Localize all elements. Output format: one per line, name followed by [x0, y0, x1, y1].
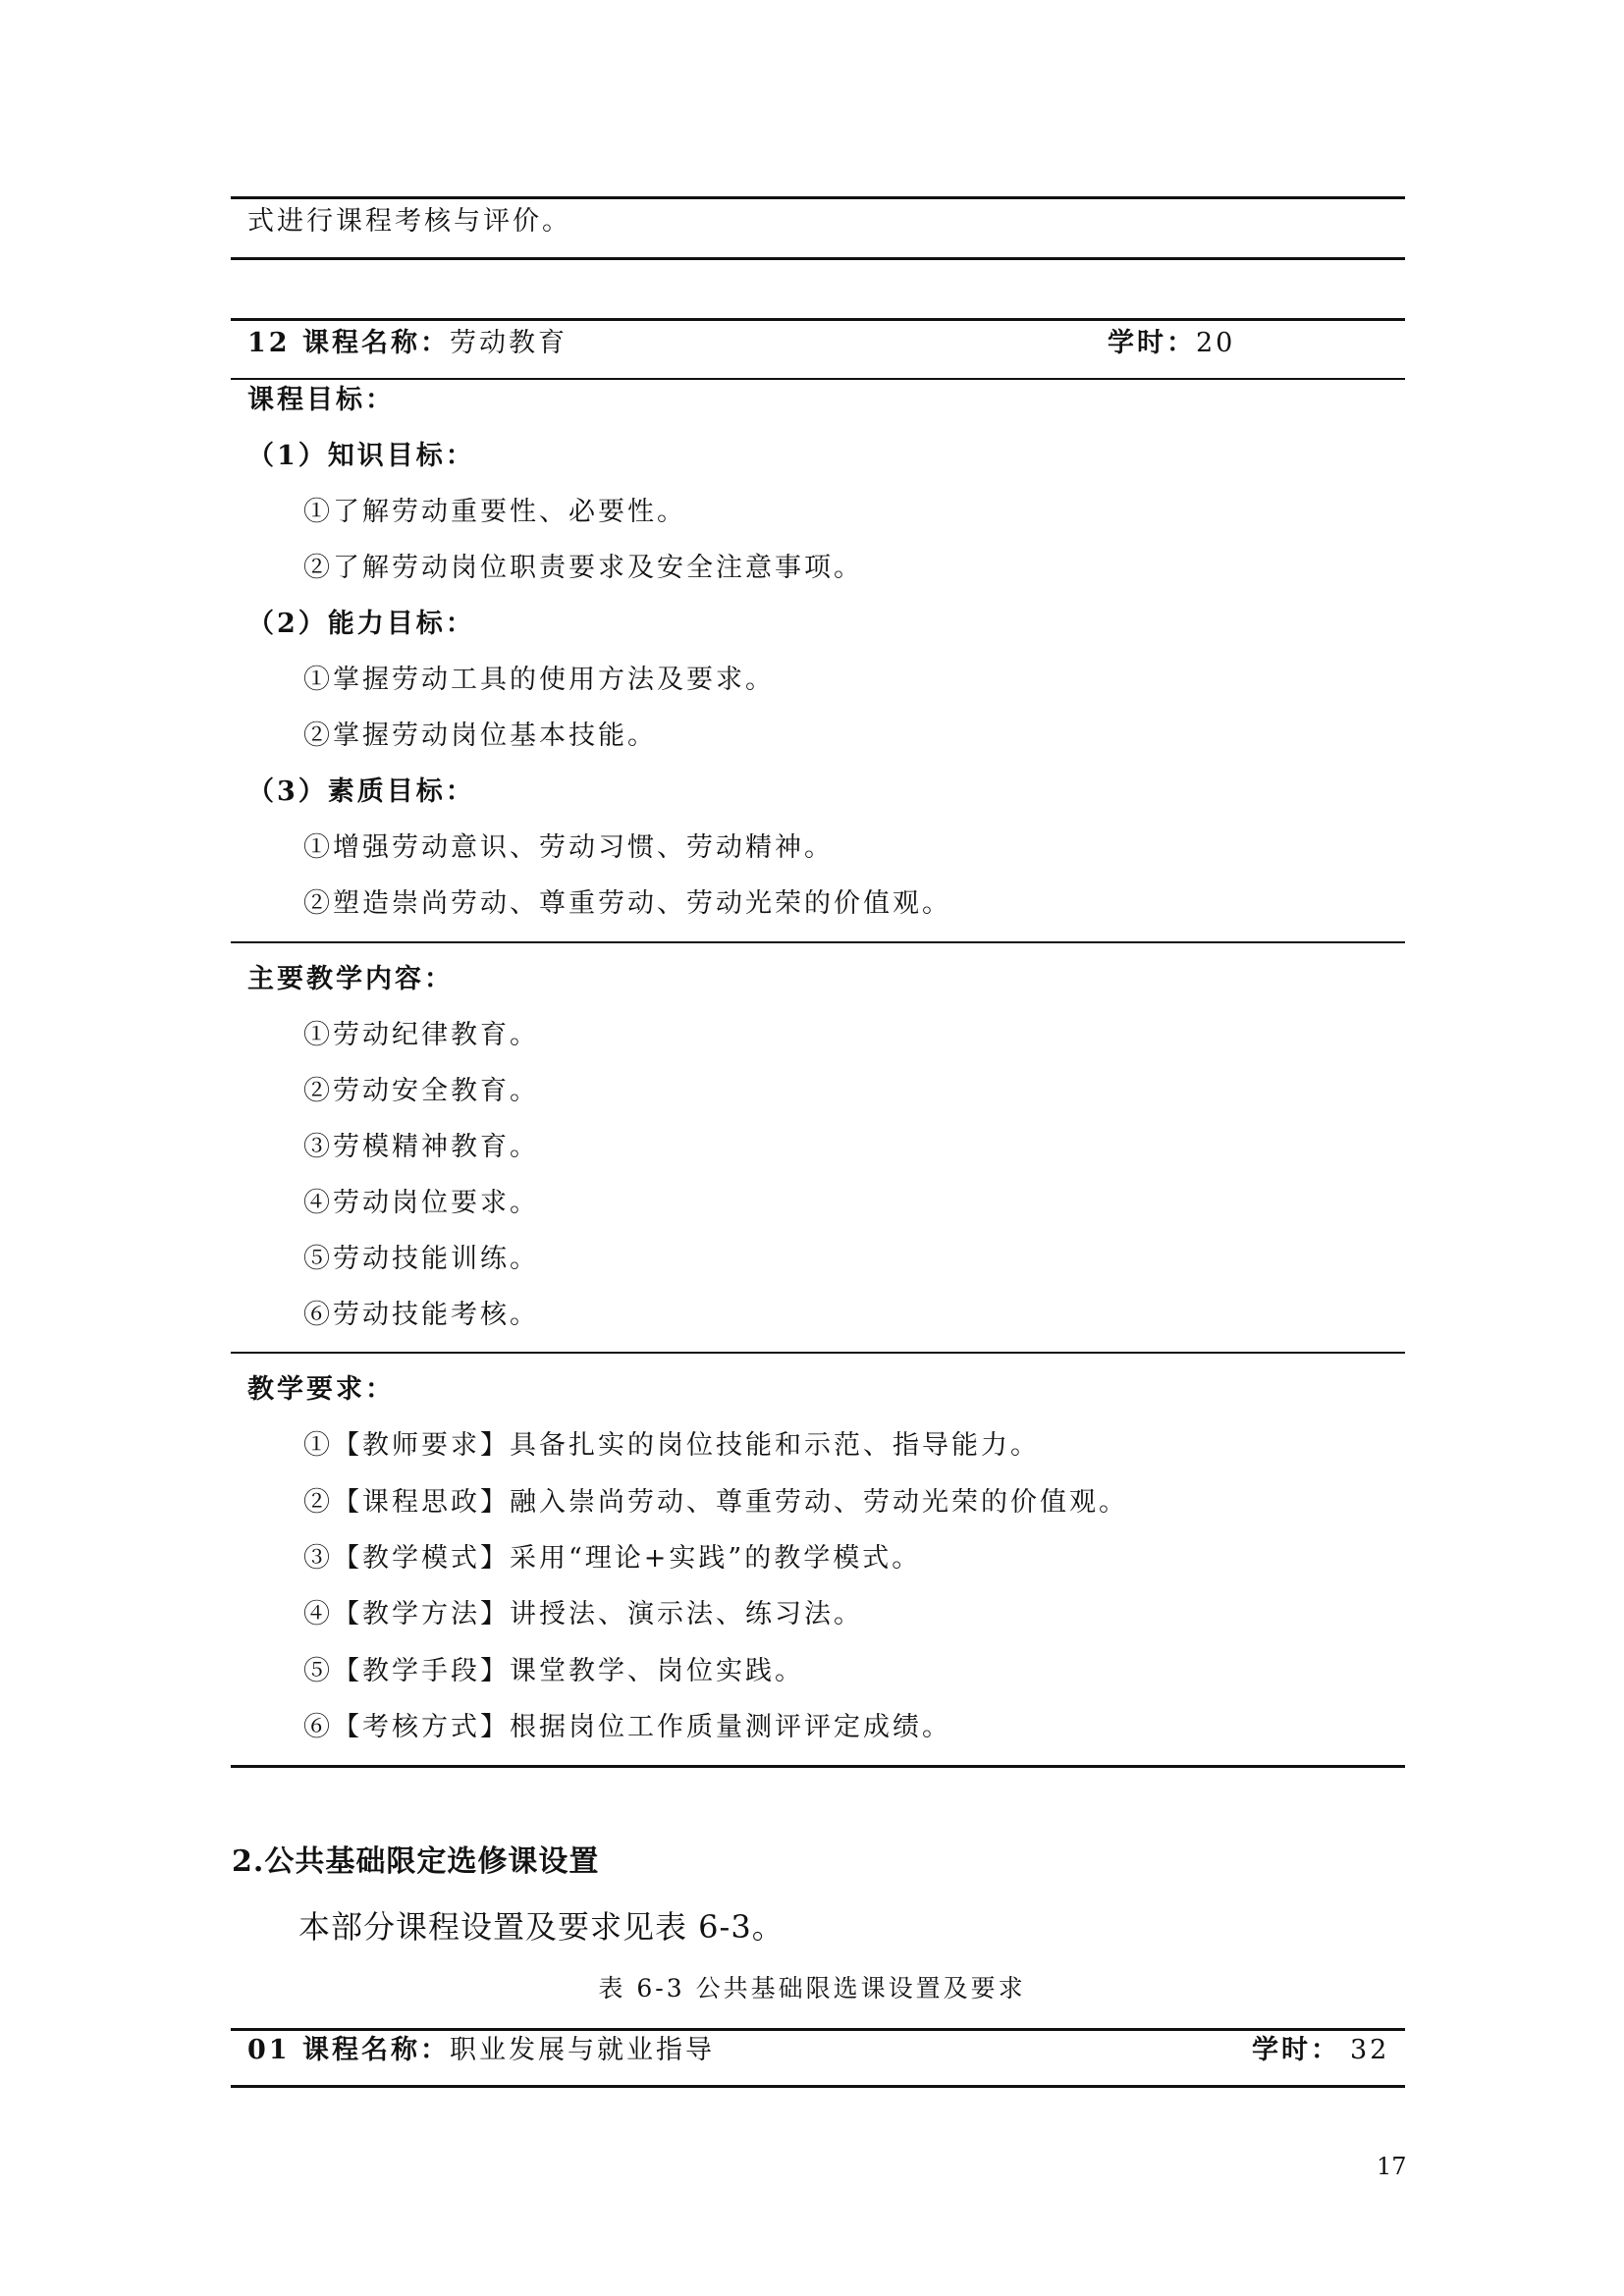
- goal-item: ①掌握劳动工具的使用方法及要求。: [303, 665, 775, 695]
- goal-item: ①增强劳动意识、劳动习惯、劳动精神。: [303, 832, 834, 863]
- content-title: 主要教学内容：: [247, 964, 454, 994]
- table-top-rule: [231, 196, 1405, 199]
- course12-title-row: [247, 325, 568, 362]
- hours-label: 学时：: [1108, 328, 1196, 358]
- requirement-item: ③【教学模式】采用“理论+实践”的教学模式。: [303, 1543, 922, 1574]
- prev-row-text: 式进行课程考核与评价。: [247, 206, 571, 237]
- course01-top-rule: [231, 2028, 1405, 2031]
- course01-title-row: [247, 2032, 715, 2069]
- goal-item: ②塑造崇尚劳动、尊重劳动、劳动光荣的价值观。: [303, 888, 951, 919]
- content-item: ⑥劳动技能考核。: [303, 1300, 539, 1330]
- section-heading: 2.公共基础限定选修课设置: [232, 1844, 600, 1879]
- table-bottom-rule: [231, 257, 1405, 260]
- requirement-item: ⑥【考核方式】根据岗位工作质量测评评定成绩。: [303, 1712, 951, 1742]
- course01-bottom-rule: [231, 2085, 1405, 2088]
- requirement-item: ①【教师要求】具备扎实的岗位技能和示范、指导能力。: [303, 1430, 1040, 1461]
- course-name-value: 劳动教育: [449, 328, 568, 358]
- course12-header-rule: [231, 378, 1405, 380]
- content-bottom-rule: [231, 1352, 1405, 1354]
- goal-heading: （1）知识目标：: [247, 441, 475, 471]
- content-item: ②劳动安全教育。: [303, 1076, 539, 1106]
- table-caption: 表 6-3 公共基础限选课设置及要求: [598, 1974, 1026, 2002]
- content-item: ①劳动纪律教育。: [303, 1020, 539, 1050]
- goals-bottom-rule: [231, 941, 1405, 943]
- goals-title: 课程目标：: [247, 385, 395, 415]
- hours-value: 20: [1196, 328, 1236, 358]
- course12-bottom-rule: [231, 1765, 1405, 1768]
- course-name-label: 12 课程名称：: [247, 328, 450, 358]
- requirements-title: 教学要求：: [247, 1374, 395, 1405]
- goal-heading: （3）素质目标：: [247, 776, 475, 807]
- hours-value: 32: [1350, 2035, 1390, 2065]
- page-number: 17: [1377, 2153, 1407, 2180]
- requirement-item: ②【课程思政】融入崇尚劳动、尊重劳动、劳动光荣的价值观。: [303, 1487, 1128, 1518]
- course12-hours: [1108, 325, 1235, 362]
- requirement-item: ④【教学方法】讲授法、演示法、练习法。: [303, 1599, 863, 1629]
- requirement-item: ⑤【教学手段】课堂教学、岗位实践。: [303, 1656, 804, 1686]
- content-item: ③劳模精神教育。: [303, 1132, 539, 1162]
- course12-top-rule: [231, 318, 1405, 321]
- goal-heading: （2）能力目标：: [247, 609, 475, 639]
- hours-label: 学时：: [1252, 2035, 1340, 2065]
- course-name-label: 01 课程名称：: [247, 2035, 450, 2065]
- goal-item: ①了解劳动重要性、必要性。: [303, 497, 686, 527]
- content-item: ⑤劳动技能训练。: [303, 1244, 539, 1274]
- section-intro: 本部分课程设置及要求见表 6-3。: [298, 1908, 785, 1946]
- goal-item: ②了解劳动岗位职责要求及安全注意事项。: [303, 553, 863, 583]
- course01-hours: [1252, 2032, 1389, 2069]
- course-name-value: 职业发展与就业指导: [449, 2035, 715, 2065]
- content-item: ④劳动岗位要求。: [303, 1188, 539, 1218]
- goal-item: ②掌握劳动岗位基本技能。: [303, 721, 657, 751]
